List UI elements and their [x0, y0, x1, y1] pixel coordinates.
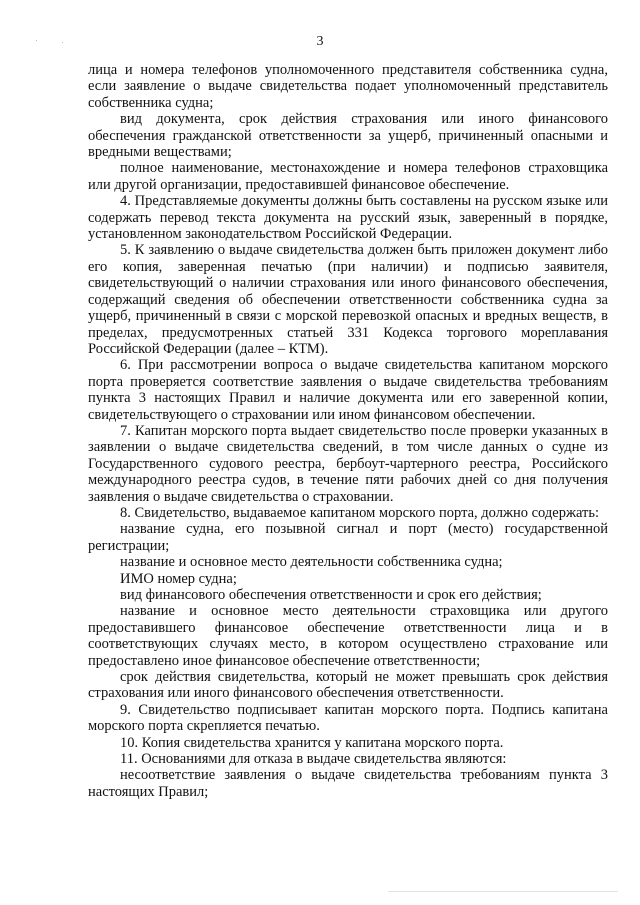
scan-edge-line [388, 891, 618, 892]
paragraph-item-10: 10. Копия свидетельства хранится у капитана морского порта. [120, 734, 504, 751]
paragraph: полное наименование, местонахождение и номера телефонов страховщика или другой организации, предоставившей финансовое обеспечение. [88, 160, 608, 193]
paragraph: название и основное место деятельности собственника судна; [120, 554, 503, 571]
paragraph-item-6: 6. При рассмотрении вопроса о выдаче свидетельства капитаном морского порта проверяется соответствие заявления о выдаче свидетельства требованиям пункта 3 настоящих Правил и наличие документа или его заверенной копии, свидетельствующего о страховании или ином финансовом обеспечении. [88, 357, 608, 423]
page-number: 3 [316, 34, 324, 49]
paragraph-item-8: 8. Свидетельство, выдаваемое капитаном морского порта, должно содержать: [120, 504, 600, 521]
paragraph: название и основное место деятельности страховщика или другого предоставившего финансовое обеспечение ответственности лица и в соответствующих случаях место, в котором осуществлено страхование или предоставлено иное финансовое обеспечение ответственности; [88, 603, 608, 669]
paragraph-continuation: лица и номера телефонов уполномоченного представителя собственника судна, если заявление о выдаче свидетельства подает уполномоченный представитель собственника судна; [88, 62, 608, 111]
paragraph: вид финансового обеспечения ответственности и срок его действия; [120, 587, 542, 603]
paragraph: вид документа, срок действия страхования или иного финансового обеспечения гражданской ответственности за ущерб, причиненный опасными и вредными веществами; [88, 111, 608, 161]
paragraph-item-11: 11. Основаниями для отказа в выдаче свидетельства являются: [120, 751, 507, 768]
paragraph-item-4: 4. Представляемые документы должны быть составлены на русском языке или содержать перевод текста документа на русский язык, заверенный в порядке, установленном законодательством Российской Федерации. [88, 193, 608, 243]
paragraph-item-7: 7. Капитан морского порта выдает свидетельство после проверки указанных в заявлении о выдаче свидетельства сведений, в том числе данных о судне из Государственного судового реестра, бербоут-чартерного реестра, Российского международного реестра судов, в течение пяти рабочих дней со дня получения заявления о выдаче свидетельства о страховании. [88, 422, 608, 505]
document-body [88, 62, 608, 800]
paragraph: несоответствие заявления о выдаче свидетельства требованиям пункта 3 настоящих Правил; [88, 767, 608, 800]
paragraph: ИМО номер судна; [120, 570, 237, 587]
paragraph: срок действия свидетельства, который не может превышать срок действия страхования или иного финансового обеспечения ответственности. [88, 669, 608, 702]
paragraph-item-5: 5. К заявлению о выдаче свидетельства должен быть приложен документ либо его копия, заверенная печатью (при наличии) и подписью заявителя, свидетельствующий о наличии страхования или иного финансового обеспечения, содержащий сведения об обеспечении ответственности собственника судна за ущерб, причиненный в связи с морской перевозкой опасных и вредных веществ, в пределах, предусмотренных статьей 331 Кодекса торгового мореплавания Российской Федерации (далее – КТМ). [88, 242, 608, 357]
paragraph-item-9: 9. Свидетельство подписывает капитан морского порта. Подпись капитана морского порта скрепляется печатью. [88, 701, 608, 735]
paragraph: название судна, его позывной сигнал и порт (место) государственной регистрации; [88, 521, 608, 554]
